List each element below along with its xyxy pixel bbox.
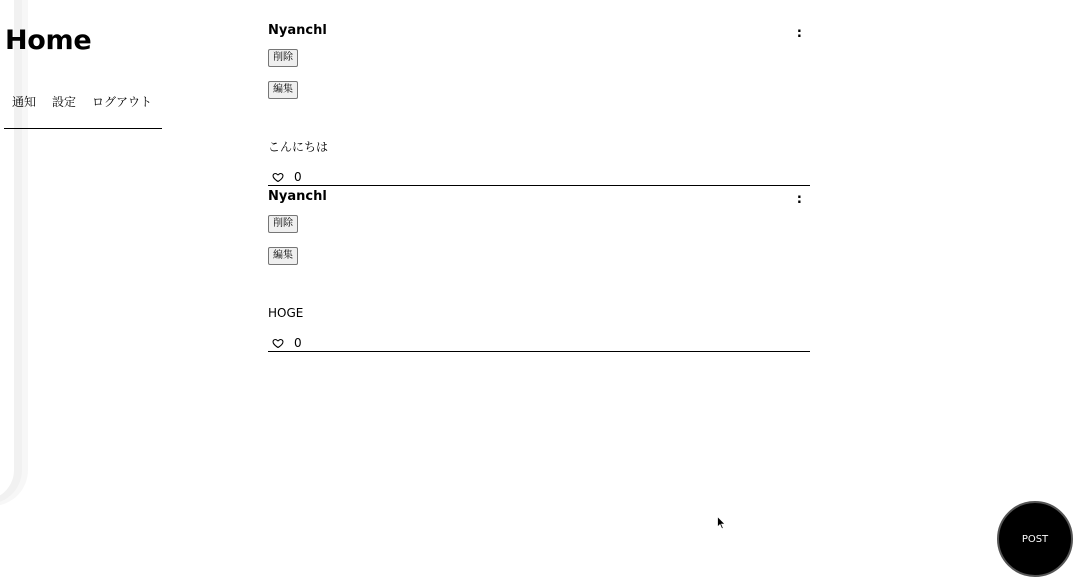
sidebar-nav [4,92,162,129]
post-button[interactable]: POST [997,501,1073,577]
like-count: 0 [294,336,302,350]
mouse-pointer-icon [717,516,726,530]
post-author: Nyanchl [268,189,327,204]
post-menu-button[interactable]: : [796,192,802,207]
nav-item-logout[interactable]: ログアウト [92,95,153,109]
edit-button[interactable]: 編集 [268,247,298,265]
post-feed [268,20,810,352]
delete-button[interactable]: 削除 [268,215,298,233]
like-row [272,169,302,185]
sidebar [0,0,170,500]
delete-button[interactable]: 削除 [268,49,298,67]
heart-outline-icon[interactable] [272,171,284,183]
post-card [268,20,810,186]
post-body: こんにちは [268,140,329,154]
like-count: 0 [294,170,302,184]
like-row [272,335,302,351]
nav-item-notifications[interactable]: 通知 [12,95,37,109]
post-body: HOGE [268,306,304,320]
page-title: Home [5,25,92,56]
edit-button[interactable]: 編集 [268,81,298,99]
heart-outline-icon[interactable] [272,337,284,349]
post-card [268,186,810,352]
post-menu-button[interactable]: : [796,26,802,41]
post-author: Nyanchl [268,23,327,38]
nav-item-settings[interactable]: 設定 [52,95,77,109]
